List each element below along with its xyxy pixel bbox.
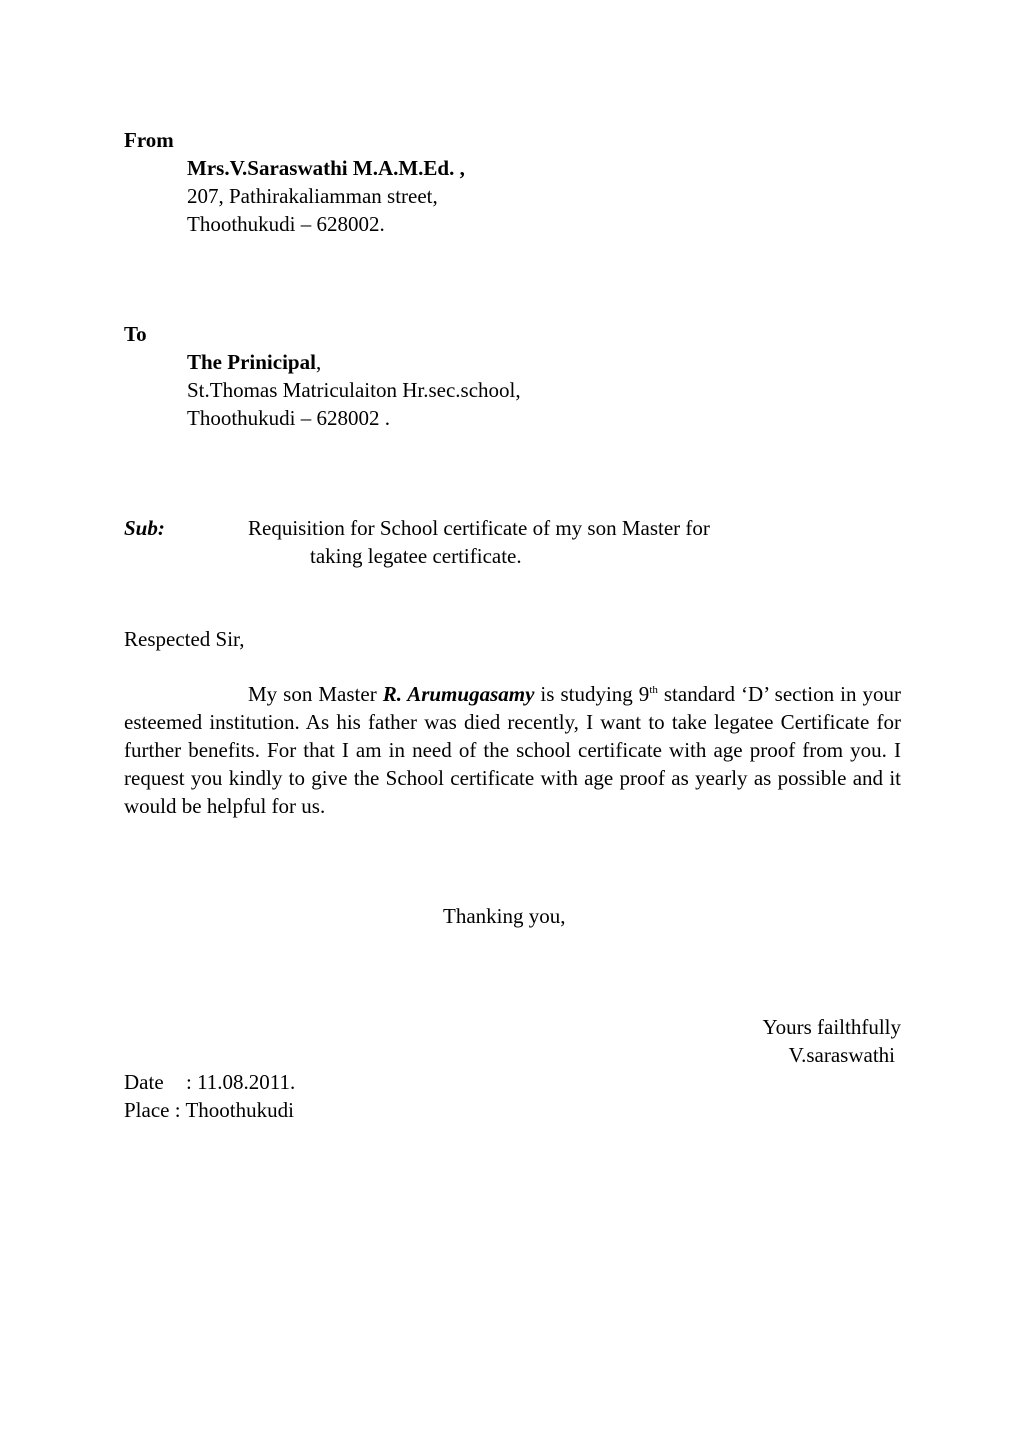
letter-body [124,680,901,820]
thanks-line: Thanking you, [443,904,566,928]
place-label: Place [124,1098,170,1122]
recipient-title-line [187,348,521,376]
body-part3: standard ‘D’ section in your esteemed institution. As his father was died recently, I want to take legatee Certificate for further benefits. For that I am in need of the school certificate with age proof from you. I request you kindly to give the School certificate with age proof as yearly as possible and it would be helpful for us. [124,682,901,818]
recipient-address-line2: Thoothukudi – 628002 . [187,406,390,430]
place-value: : Thoothukudi [174,1098,294,1122]
salutation: Respected Sir, [124,627,245,651]
signature-name: V.saraswathi [788,1043,895,1067]
recipient-title-suffix: , [315,350,322,374]
body-part2: is studying 9 [534,682,650,706]
recipient-title: The Prinicipal [187,350,316,374]
sender-address-line1: 207, Pathirakaliamman street, [187,184,438,208]
student-name: R. Arumugasamy [382,682,535,706]
recipient-address-line1: St.Thomas Matriculaiton Hr.sec.school, [187,378,521,402]
subject-line2: taking legatee certificate. [310,544,522,568]
place-row [124,1096,294,1124]
ordinal-superscript: th [649,684,658,696]
sender-address-line2: Thoothukudi – 628002. [187,212,385,236]
date-row [124,1068,295,1096]
from-label: From [124,128,174,152]
date-value: : 11.08.2011. [186,1070,296,1094]
closing-line: Yours failthfully [762,1015,901,1039]
recipient-address-block [187,348,521,432]
subject-label: Sub: [124,516,165,540]
to-label: To [124,322,147,346]
subject-line1: Requisition for School certificate of my son Master for [248,516,710,540]
body-part1: My son Master [248,682,383,706]
sender-name: Mrs.V.Saraswathi M.A.M.Ed. , [187,156,465,180]
sender-address-block [187,154,465,238]
date-label: Date [124,1070,164,1094]
